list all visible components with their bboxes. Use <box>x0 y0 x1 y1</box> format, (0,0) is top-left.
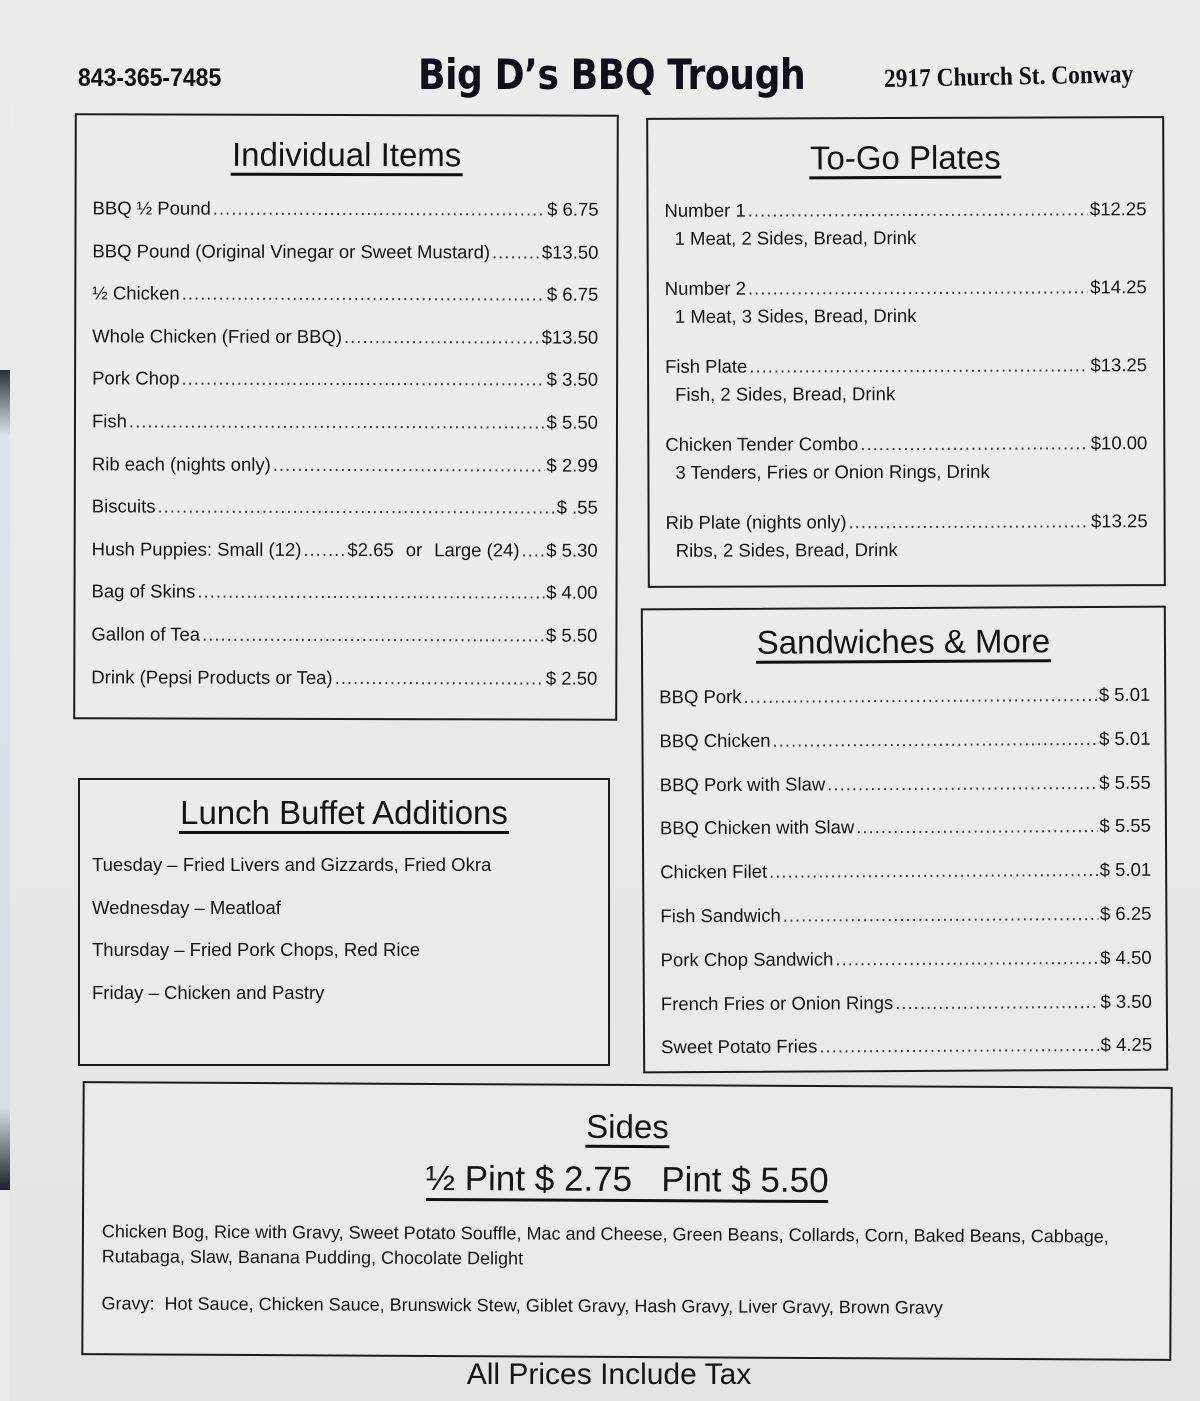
plate-description: Fish, 2 Sides, Bread, Drink <box>675 383 896 405</box>
buffet-day-item: Friday – Chicken and Pastry <box>92 981 325 1003</box>
menu-item: Sweet Potato Fries ..... $ 4.25 <box>661 1034 1152 1080</box>
buffet-day-item: Wednesday – Meatloaf <box>92 896 281 918</box>
plate-item: Number 2 ..... $14.25 1 Meat, 3 Sides, Bread, Drink <box>665 276 1147 356</box>
menu-item: Rib each (nights only) ..... $ 2.99 <box>92 453 598 497</box>
menu-item: Biscuits ..... $ .55 <box>92 495 598 539</box>
plate-description: 1 Meat, 3 Sides, Bread, Drink <box>674 304 917 327</box>
plate-description: Ribs, 2 Sides, Bread, Drink <box>675 539 898 561</box>
menu-item: Fish Sandwich ..... $ 6.25 <box>660 903 1151 949</box>
buffet-day-item: Thursday – Fried Pork Chops, Red Rice <box>92 939 420 960</box>
plate-item: Number 1 ..... $12.25 1 Meat, 2 Sides, Bread, Drink <box>664 198 1146 278</box>
menu-item: Drink (Pepsi Products or Tea) ..... $ 2.50 <box>91 666 597 710</box>
sides-section <box>81 1081 1172 1361</box>
gravy-list: Gravy: Hot Sauce, Chicken Sauce, Brunswick Stew, Giblet Gravy, Hash Gravy, Liver Gravy, Brown Gravy <box>101 1293 943 1318</box>
menu-item: Pork Chop Sandwich ..... $ 4.50 <box>661 946 1152 992</box>
menu-item: BBQ Chicken with Slaw ..... $ 5.55 <box>660 815 1151 861</box>
buffet-day-item: Tuesday – Fried Livers and Gizzards, Fried Okra <box>92 854 492 875</box>
menu-item: BBQ Pound (Original Vinegar or Sweet Mustard) ..... $13.50 <box>92 240 598 284</box>
menu-item-hush-puppies: Hush Puppies: Small (12) ..... $2.65 or Large (24) ..... $ 5.30 <box>92 538 598 582</box>
restaurant-title: Big D’s BBQ Trough <box>418 50 806 99</box>
sides-pricing: ½ Pint $ 2.75 Pint $ 5.50 <box>84 1157 1170 1203</box>
plate-item: Fish Plate ..... $13.25 Fish, 2 Sides, Bread, Drink <box>665 354 1147 434</box>
menu-item: BBQ ½ Pound ..... $ 6.75 <box>92 197 598 241</box>
menu-item: Pork Chop ..... $ 3.50 <box>92 368 598 412</box>
menu-item: Chicken Filet ..... $ 5.01 <box>660 859 1151 905</box>
background-edge <box>0 370 10 1190</box>
menu-header <box>0 50 1200 110</box>
plate-description: 3 Tenders, Fries or Onion Rings, Drink <box>675 460 990 483</box>
menu-item: Bag of Skins ..... $ 4.00 <box>91 581 597 625</box>
menu-item: Fish ..... $ 5.50 <box>92 410 598 454</box>
menu-item: Whole Chicken (Fried or BBQ) ..... $13.50 <box>92 325 598 369</box>
menu-item: ½ Chicken ..... $ 6.75 <box>92 283 598 327</box>
section-title: Sandwiches & More <box>643 622 1164 663</box>
menu-item: BBQ Pork ..... $ 5.01 <box>659 684 1150 730</box>
sandwiches-section <box>641 606 1168 1074</box>
sides-list: Chicken Bog, Rice with Gravy, Sweet Potato Souffle, Mac and Cheese, Green Beans, Collards, Corn, Baked Beans, Cabbage, Rutabaga, Slaw, Banana Pudding, Chocolate Delight <box>101 1221 1109 1269</box>
menu-item: BBQ Chicken ..... $ 5.01 <box>659 728 1150 774</box>
phone-number: 843-365-7485 <box>78 64 222 92</box>
plate-item: Chicken Tender Combo ..... $10.00 3 Tenders, Fries or Onion Rings, Drink <box>665 432 1147 512</box>
section-title: Individual Items <box>77 135 617 174</box>
plate-item: Rib Plate (nights only) ..... $13.25 Ribs, 2 Sides, Bread, Drink <box>666 510 1148 590</box>
section-title: Lunch Buffet Additions <box>80 794 608 832</box>
menu-item: French Fries or Onion Rings ..... $ 3.50 <box>661 990 1152 1036</box>
section-title: To-Go Plates <box>648 138 1162 178</box>
restaurant-address: 2917 Church St. Conway <box>883 59 1134 93</box>
to-go-plates-section <box>646 116 1166 588</box>
lunch-buffet-section <box>78 778 610 1066</box>
menu-item: Gallon of Tea ..... $ 5.50 <box>91 623 597 667</box>
section-title: Sides <box>84 1105 1170 1149</box>
menu-item: BBQ Pork with Slaw ..... $ 5.55 <box>660 771 1151 817</box>
tax-note: All Prices Include Tax <box>466 1358 752 1391</box>
individual-items-section <box>73 113 619 720</box>
plate-description: 1 Meat, 2 Sides, Bread, Drink <box>674 226 917 249</box>
